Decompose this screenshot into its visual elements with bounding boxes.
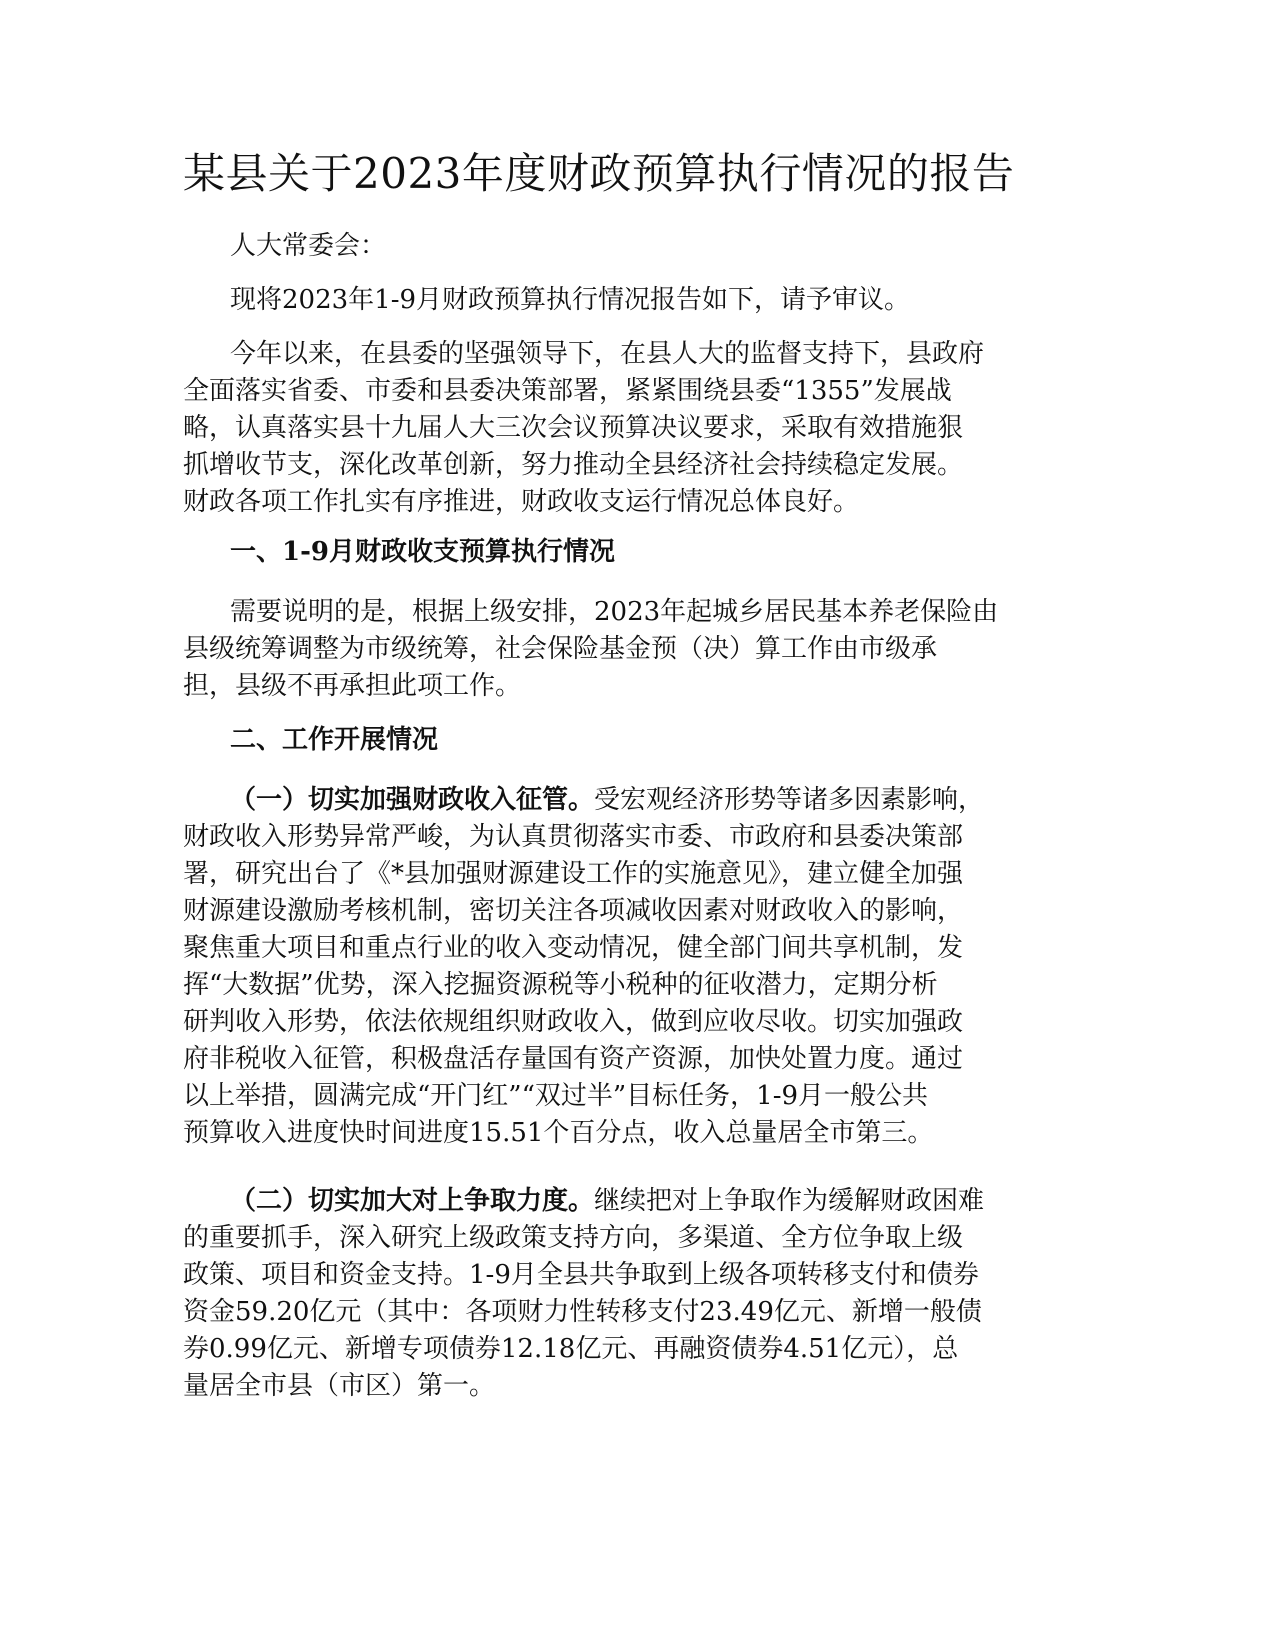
paragraph-line: 资金59.20亿元（其中：各项财力性转移支付23.49亿元、新增一般债: [183, 1297, 982, 1327]
intro-line: 现将2023年1-9月财政预算执行情况报告如下，请予审议。: [230, 285, 911, 315]
paragraph-line: 预算收入进度快时间进度15.51个百分点，收入总量居全市第三。: [183, 1118, 934, 1148]
paragraph-line: 以上举措，圆满完成“开门红”“双过半”目标任务，1-9月一般公共: [183, 1081, 929, 1111]
paragraph-line: 担，县级不再承担此项工作。: [183, 671, 522, 701]
paragraph-line: 抓增收节支，深化改革创新，努力推动全县经济社会持续稳定发展。: [183, 450, 964, 480]
paragraph-line: 县级统筹调整为市级统筹，社会保险基金预（决）算工作由市级承: [183, 634, 938, 664]
paragraph-line: 券0.99亿元、新增专项债券12.18亿元、再融资债券4.51亿元），总: [183, 1334, 959, 1364]
paragraph-line: 署，研究出台了《*县加强财源建设工作的实施意见》，建立健全加强: [183, 859, 964, 889]
paragraph-line: 量居全市县（市区）第一。: [183, 1371, 496, 1401]
paragraph-line: 需要说明的是，根据上级安排，2023年起城乡居民基本养老保险由: [230, 597, 999, 627]
paragraph-line: 今年以来，在县委的坚强领导下，在县人大的监督支持下，县政府: [230, 339, 985, 369]
paragraph-line: 挥“大数据”优势，深入挖掘资源税等小税种的征收潜力，定期分析: [183, 970, 938, 1000]
paragraph-line: 的重要抓手，深入研究上级政策支持方向，多渠道、全方位争取上级: [183, 1223, 964, 1253]
section-first-line: [183, 1183, 1083, 1220]
paragraph-line: 府非税收入征管，积极盘活存量国有资产资源，加快处置力度。通过: [183, 1044, 964, 1074]
paragraph-line: 聚焦重大项目和重点行业的收入变动情况，健全部门间共享机制，发: [183, 933, 964, 963]
paragraph-line: 略，认真落实县十九届人大三次会议预算决议要求，采取有效措施狠: [183, 413, 964, 443]
paragraph-line: 研判收入形势，依法依规组织财政收入，做到应收尽收。切实加强政: [183, 1007, 964, 1037]
section-heading-2: 二、工作开展情况: [230, 725, 439, 755]
salutation: 人大常委会：: [230, 231, 387, 261]
paragraph-note: [183, 594, 1083, 705]
subsection-title-revenue: （一）切实加强财政收入征管。: [230, 785, 595, 815]
subsection-title-funding: （二）切实加大对上争取力度。: [230, 1186, 595, 1216]
paragraph-overview: [183, 336, 1083, 521]
paragraph-text: 继续把对上争取作为缓解财政困难: [594, 1186, 985, 1216]
section-funding: [183, 1183, 1083, 1405]
paragraph-line: 财源建设激励考核机制，密切关注各项减收因素对财政收入的影响，: [183, 896, 964, 926]
paragraph-line: 政策、项目和资金支持。1-9月全县共争取到上级各项转移支付和债券: [183, 1260, 979, 1290]
paragraph-line: 财政收入形势异常严峻，为认真贯彻落实市委、市政府和县委决策部: [183, 822, 964, 852]
section-heading-1: 一、1-9月财政收支预算执行情况: [230, 537, 615, 567]
section-revenue: [183, 782, 1083, 1152]
section-first-line: [183, 782, 1083, 819]
paragraph-text: 受宏观经济形势等诸多因素影响，: [594, 785, 985, 815]
document-title: 某县关于2023年度财政预算执行情况的报告: [183, 149, 1015, 198]
paragraph-line: 全面落实省委、市委和县委决策部署，紧紧围绕县委“1355”发展战: [183, 376, 952, 406]
paragraph-line: 财政各项工作扎实有序推进，财政收支运行情况总体良好。: [183, 487, 860, 517]
